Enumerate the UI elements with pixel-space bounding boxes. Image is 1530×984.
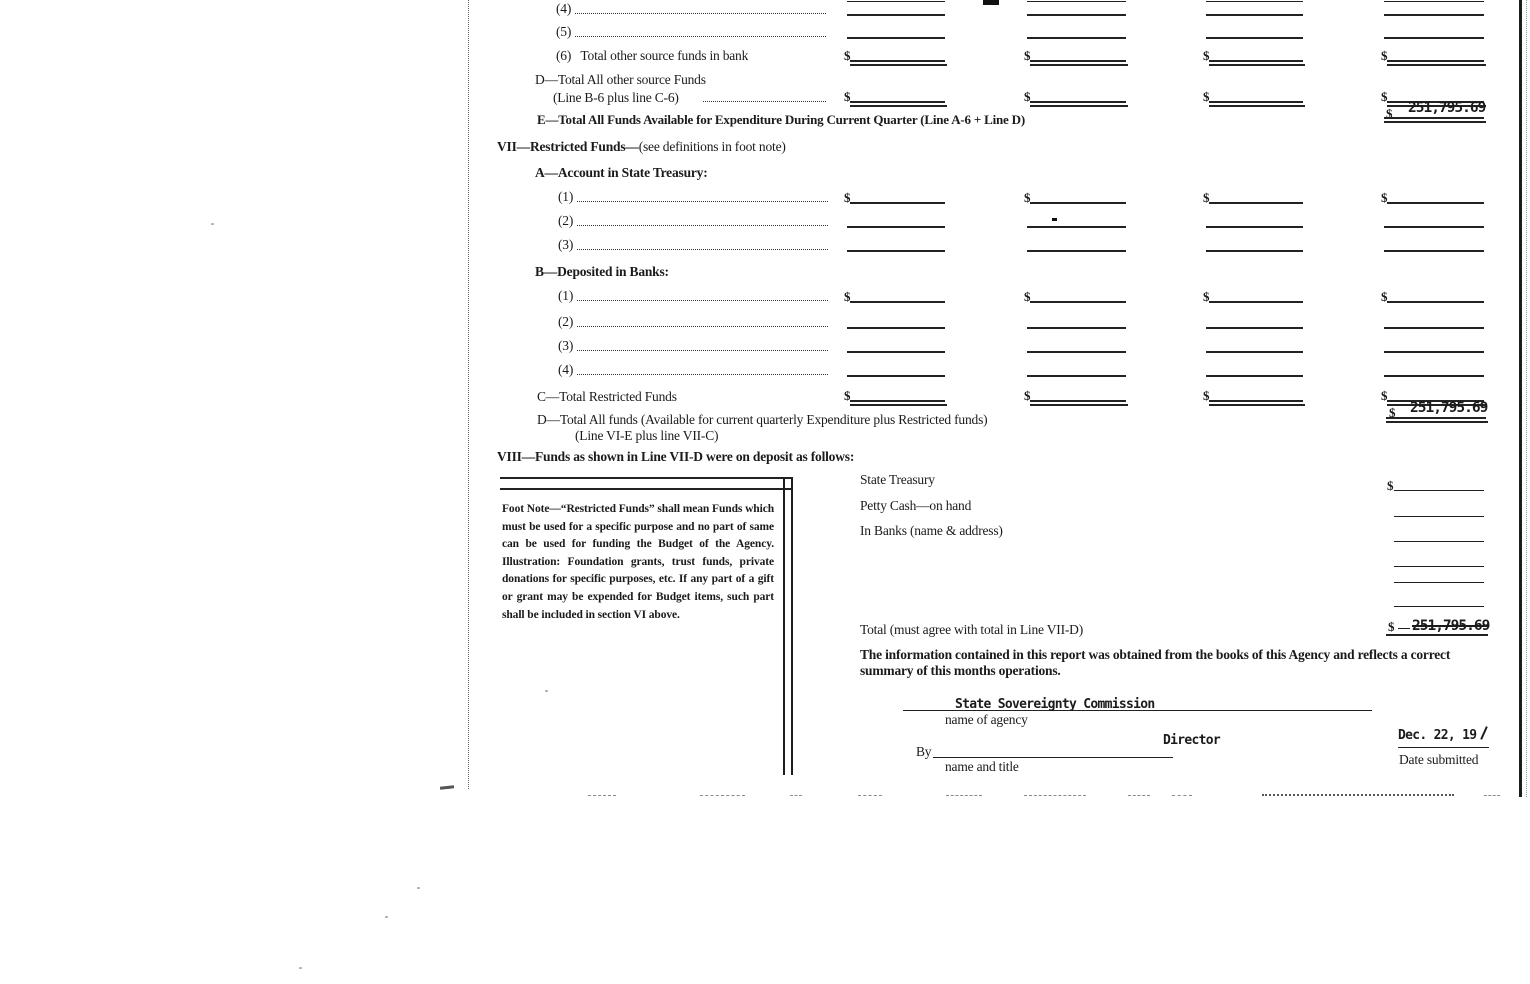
footnote-box-border (783, 477, 785, 775)
vi-total-e-label: E—Total All Funds Available for Expenditure During Current Quarter (Line A-6 + Line D) (537, 112, 1025, 127)
dollar-sign: $ (1203, 190, 1210, 205)
dollar-sign: $ (1024, 190, 1031, 205)
amount-line (1384, 351, 1484, 353)
dollar-sign: $ (1203, 89, 1210, 104)
amount-line (1206, 327, 1303, 329)
amount-line (850, 60, 945, 62)
dollar-sign: $ (844, 48, 851, 63)
amount-line (1027, 250, 1126, 252)
amount-line (1206, 250, 1303, 252)
vii-b-row-3-label: (3) (558, 338, 574, 353)
amount-line (847, 375, 945, 377)
amount-line (847, 351, 945, 353)
scan-speck (385, 916, 388, 918)
vii-c-label: C—Total Restricted Funds (537, 389, 677, 404)
amount-line (1384, 37, 1484, 39)
dollar-sign: $ (1203, 289, 1210, 304)
strike-dash (1398, 628, 1410, 629)
amount-line (847, 327, 945, 329)
dollar-sign: $ (844, 190, 851, 205)
amount-line (1384, 327, 1484, 329)
vii-d-sublabel: (Line VI-E plus line VII-C) (575, 428, 719, 443)
vii-b-heading: B—Deposited in Banks: (535, 264, 669, 279)
bottom-scan-dashes (1172, 795, 1192, 796)
vii-heading-title: VII—Restricted Funds— (497, 139, 639, 154)
vii-d-label: D—Total All funds (Available for current quarterly Expenditure plus Restricted funds) (537, 412, 988, 427)
amount-line (1209, 301, 1303, 303)
dotted-leader (577, 326, 828, 327)
vii-a-row-2-label: (2) (558, 213, 574, 228)
vii-heading-note: (see definitions in foot note) (638, 139, 786, 154)
name-of-agency-caption: name of agency (945, 712, 1028, 727)
footnote-box-border (791, 479, 793, 775)
amount-line (850, 202, 945, 204)
total-funds-value-viid: 251,795.69 (1410, 400, 1488, 416)
vii-a-row-1-label: (1) (558, 189, 574, 204)
dollar-sign: $ (1387, 478, 1394, 493)
amount-line (1387, 301, 1484, 303)
amount-line (1027, 327, 1126, 329)
date-line (1398, 747, 1489, 748)
date-typed: Dec. 22, 19 (1398, 728, 1477, 743)
amount-line (850, 301, 945, 303)
amount-line (1030, 400, 1126, 402)
amount-line (1384, 117, 1484, 119)
dollar-sign: $ (844, 89, 851, 104)
vii-b-row-1-label: (1) (558, 288, 574, 303)
dollar-sign: $ (1389, 405, 1396, 420)
dotted-leader (575, 36, 826, 37)
scan-speck (417, 887, 420, 889)
scan-speck (299, 967, 302, 969)
amount-line (1206, 375, 1303, 377)
amount-line (1030, 202, 1126, 204)
deposit-line (1394, 541, 1484, 542)
amount-line (850, 101, 945, 103)
dollar-sign: $ (1203, 48, 1210, 63)
deposit-line (1394, 490, 1484, 491)
dotted-leader (703, 101, 826, 102)
amount-line (1384, 375, 1484, 377)
dollar-sign: $ (1024, 48, 1031, 63)
vii-a-heading: A—Account in State Treasury: (535, 165, 708, 180)
dollar-sign: $ (1381, 388, 1388, 403)
bottom-scan-dashes (1128, 795, 1150, 796)
amount-line (1206, 14, 1303, 16)
dollar-sign: $ (1386, 106, 1393, 121)
scan-mark (440, 785, 454, 789)
title-typed: Director (1163, 733, 1221, 748)
dotted-leader (577, 300, 828, 301)
date-submitted-caption: Date submitted (1399, 752, 1479, 767)
amount-line (1386, 634, 1488, 636)
agency-name-typed: State Sovereignty Commission (955, 697, 1155, 712)
amount-line (1206, 226, 1303, 228)
dollar-sign: $ (1024, 89, 1031, 104)
viii-total-label: Total (must agree with total in Line VII-D) (860, 622, 1084, 637)
vi-row-6-label: (6) Total other source funds in bank (556, 48, 749, 63)
amount-line (847, 226, 945, 228)
amount-line (1027, 37, 1126, 39)
amount-line (1209, 400, 1303, 402)
dollar-sign: $ (1381, 48, 1388, 63)
dollar-sign: $ (1381, 289, 1388, 304)
amount-line (1384, 1, 1484, 2)
amount-line (1027, 14, 1126, 16)
vii-a-row-3-label: (3) (558, 237, 574, 252)
left-margin-line (468, 0, 469, 789)
amount-line (1027, 1, 1126, 2)
deposit-line (1394, 606, 1484, 607)
amount-line (850, 400, 945, 402)
vii-b-row-4-label: (4) (558, 362, 574, 377)
stray-mark (1052, 218, 1057, 221)
amount-line (847, 250, 945, 252)
dotted-leader (575, 13, 826, 14)
certification-statement: The information contained in this report was obtained from the books of this Agency and reflects a correct summary of this months operations. (860, 647, 1451, 678)
amount-line (847, 37, 945, 39)
handwritten-year-mark (1480, 726, 1488, 740)
viii-petty-cash-label: Petty Cash—on hand (860, 498, 972, 513)
amount-line (1030, 60, 1126, 62)
amount-line (1387, 202, 1484, 204)
bottom-scan-dashes (790, 795, 802, 796)
vii-heading (497, 139, 786, 154)
amount-line (1030, 301, 1126, 303)
dollar-sign: $ (1381, 190, 1388, 205)
total-funds-value-e: 251,795.69 (1408, 100, 1486, 116)
amount-line (847, 1, 945, 2)
dotted-leader (577, 201, 828, 202)
amount-line (1209, 202, 1303, 204)
name-and-title-caption: name and title (945, 759, 1019, 774)
vi-row-5-label: (5) (556, 24, 572, 39)
amount-line (1387, 60, 1484, 62)
dotted-leader (577, 350, 828, 351)
dollar-sign: $ (844, 388, 851, 403)
amount-line (1206, 37, 1303, 39)
bottom-scan-dashes (1262, 794, 1454, 796)
dollar-sign: $ (844, 289, 851, 304)
amount-line (847, 14, 945, 16)
amount-line (1206, 351, 1303, 353)
amount-line (1027, 351, 1126, 353)
vi-row-4-label: (4) (556, 1, 572, 16)
bottom-scan-dashes (946, 795, 982, 796)
bottom-scan-dashes (858, 795, 882, 796)
bottom-scan-dashes (1024, 795, 1086, 796)
vii-b-row-2-label: (2) (558, 314, 574, 329)
dollar-sign: $ (1381, 89, 1388, 104)
dollar-sign: $ (1203, 388, 1210, 403)
amount-line (1386, 417, 1486, 419)
right-edge-line (1519, 0, 1522, 797)
amount-line (1384, 226, 1484, 228)
viii-in-banks-label: In Banks (name & address) (860, 523, 1003, 538)
dollar-sign: $ (1024, 388, 1031, 403)
dotted-leader (577, 374, 828, 375)
deposit-line (1394, 566, 1484, 567)
viii-state-treasury-label: State Treasury (860, 472, 935, 487)
cutoff-text-fragment (983, 0, 999, 5)
amount-line (1209, 101, 1303, 103)
dotted-leader (577, 249, 828, 250)
amount-line (1027, 226, 1126, 228)
bottom-scan-dashes (1484, 795, 1500, 796)
deposit-line (1394, 582, 1484, 583)
amount-line (1209, 60, 1303, 62)
viii-heading: VIII—Funds as shown in Line VII-D were on deposit as follows: (497, 449, 855, 464)
scan-speck (211, 223, 214, 225)
dollar-sign: $ (1388, 619, 1395, 634)
vi-total-d-label: D—Total All other source Funds (535, 72, 706, 87)
amount-line (1027, 375, 1126, 377)
bottom-scan-dashes (700, 795, 745, 796)
dollar-sign: $ (1024, 289, 1031, 304)
footnote-box-border (500, 477, 793, 479)
amount-line (1384, 250, 1484, 252)
amount-line (1030, 101, 1126, 103)
dotted-leader (577, 225, 828, 226)
right-edge-dots (1526, 0, 1527, 797)
bottom-scan-dashes (588, 795, 616, 796)
by-label: By (916, 744, 932, 759)
by-signature-line (933, 757, 1173, 758)
footnote-box-border (500, 488, 793, 490)
vi-total-d-sublabel: (Line B-6 plus line C-6) (553, 90, 679, 105)
deposit-total-value: 251,795.69 (1412, 618, 1490, 634)
deposit-line (1394, 516, 1484, 517)
amount-line (1384, 14, 1484, 16)
scan-speck (545, 690, 548, 692)
footnote-text: Foot Note—“Restricted Funds” shall mean Funds which must be used for a specific purpose and no part of same can be used for funding the Budget of the Agency. Illustration: Foundation grants, trust funds, private donations for specific purposes, etc. If any part of a gift or grant may be expended for Budget items, such part shall be included in section VI above. (502, 503, 774, 621)
amount-line (1206, 1, 1303, 2)
